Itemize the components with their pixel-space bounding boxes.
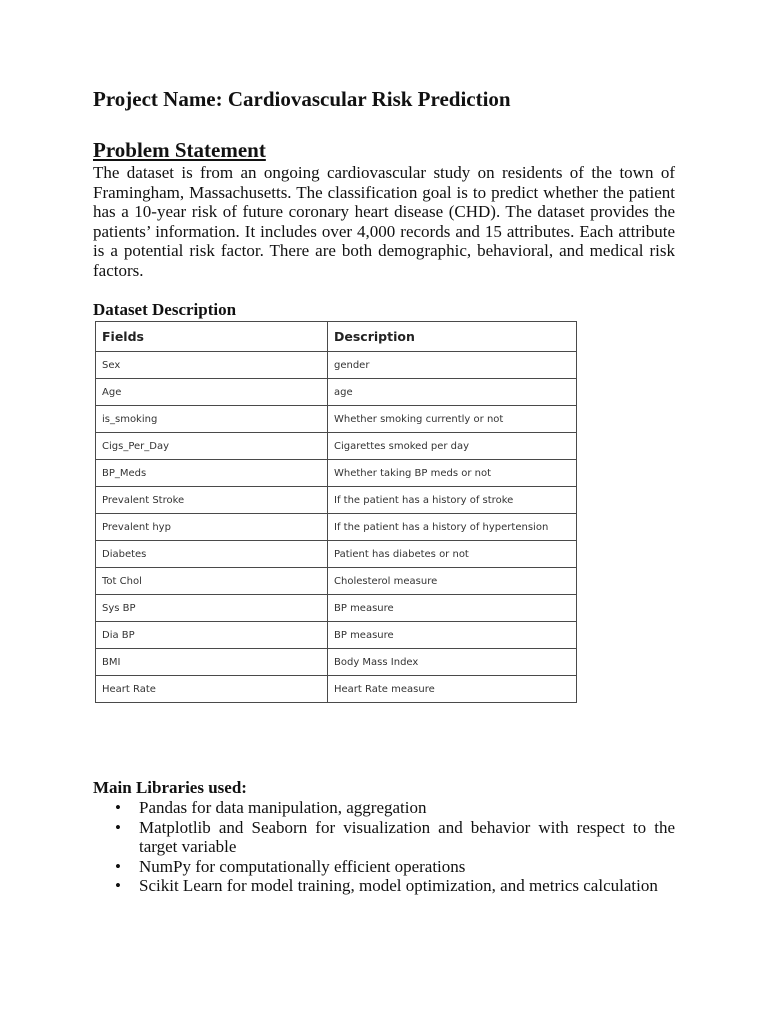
list-item [93,818,675,857]
description-cell: If the patient has a history of hypertension [328,514,577,541]
problem-statement-text: The dataset is from an ongoing cardiovascular study on residents of the town of Framingham, Massachusetts. The classification goal is to predict whether the patient has a 10-year risk of future coronary heart disease (CHD). The dataset provides the patients’ information. It includes over 4,000 records and 15 attributes. Each attribute is a potential risk factor. There are both demographic, behavioral, and medical risk factors. [93,163,675,280]
table-row [96,433,577,460]
table-row [96,568,577,595]
table-row [96,352,577,379]
description-cell: Patient has diabetes or not [328,541,577,568]
description-cell: Cigarettes smoked per day [328,433,577,460]
description-cell: age [328,379,577,406]
description-cell: Cholesterol measure [328,568,577,595]
table-row [96,541,577,568]
main-libraries-heading: Main Libraries used: [93,778,247,797]
field-cell: is_smoking [96,406,328,433]
list-item [93,798,675,818]
field-cell: BMI [96,649,328,676]
table-row [96,595,577,622]
table-row [96,379,577,406]
field-cell: Heart Rate [96,676,328,703]
field-cell: Cigs_Per_Day [96,433,328,460]
table-header-row [96,322,577,352]
table-row [96,406,577,433]
bullet-icon: • [115,856,121,876]
table-row [96,622,577,649]
list-item-text: Pandas for data manipulation, aggregation [139,798,427,817]
column-header-description: Description [328,322,577,352]
bullet-icon: • [115,817,121,837]
table-row [96,676,577,703]
table-row [96,487,577,514]
dataset-description-heading: Dataset Description [93,300,237,319]
field-cell: Dia BP [96,622,328,649]
description-cell: BP measure [328,622,577,649]
field-cell: Prevalent hyp [96,514,328,541]
field-cell: BP_Meds [96,460,328,487]
description-cell: Heart Rate measure [328,676,577,703]
problem-statement-heading: Problem Statement [93,138,266,162]
field-cell: Prevalent Stroke [96,487,328,514]
field-cell: Sex [96,352,328,379]
description-cell: If the patient has a history of stroke [328,487,577,514]
description-cell: gender [328,352,577,379]
description-cell: BP measure [328,595,577,622]
field-cell: Age [96,379,328,406]
column-header-fields: Fields [96,322,328,352]
field-cell: Diabetes [96,541,328,568]
field-cell: Tot Chol [96,568,328,595]
libraries-list [93,798,675,896]
description-cell: Whether smoking currently or not [328,406,577,433]
list-item [93,857,675,877]
description-cell: Body Mass Index [328,649,577,676]
list-item [93,876,675,896]
list-item-text: Matplotlib and Seaborn for visualization and behavior with respect to the target variable [139,817,675,857]
bullet-icon: • [115,798,121,817]
list-item-text: NumPy for computationally efficient operations [139,856,466,876]
list-item-text: Scikit Learn for model training, model optimization, and metrics calculation [139,876,658,896]
table-row [96,460,577,487]
field-cell: Sys BP [96,595,328,622]
project-title: Project Name: Cardiovascular Risk Prediction [93,87,511,111]
table-row [96,649,577,676]
description-cell: Whether taking BP meds or not [328,460,577,487]
dataset-table [95,321,577,703]
table-row [96,514,577,541]
bullet-icon: • [115,876,121,896]
